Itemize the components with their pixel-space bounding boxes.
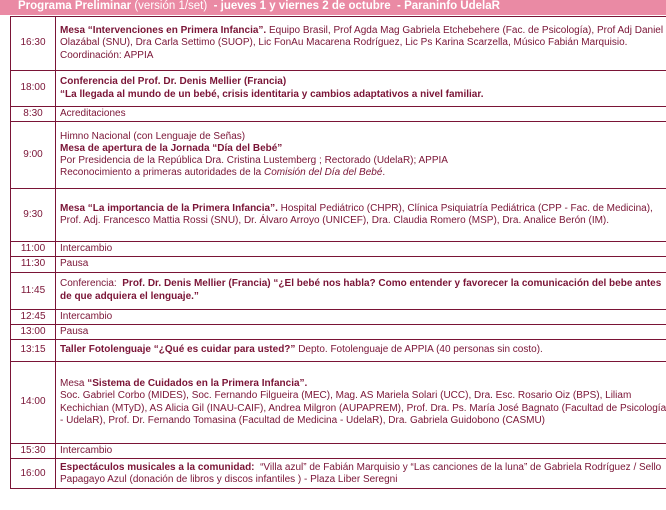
row-text: Hospital Pediátrico (CHPR), Clínica Psiquiatría Pediátrica (CPP - Fac. de Medicina), Prof. Adj. Francesco Mattia Rossi (SNU), Dr. Álvaro Arroyo (UNICEF), Dra. Claudia Romero (MSP), Dra. Analice Berón (IM). bbox=[60, 203, 653, 227]
row-text: Equipo Brasil, Prof Agda Mag Gabriela Etchebehere (Fac. de Psicología), Prof Adj Daniel Olazábal (SNU), Dra Carla Settimo (SUOP), Lic FonAu Macarena Rodríguez, Lic Ps Karina Scarzella, Músico Fabián Marquisio. Coordinación: APPIA bbox=[60, 25, 664, 61]
row-line: Por Presidencia de la República Dra. Cristina Lustemberg ; Rectorado (UdelaR); APPIA bbox=[60, 155, 448, 167]
schedule-row bbox=[11, 340, 666, 362]
row-description bbox=[56, 459, 666, 489]
row-title: “Sistema de Cuidados en la Primera Infancia”. bbox=[87, 378, 308, 390]
schedule-row bbox=[11, 362, 666, 444]
row-title: Taller Fotolenguaje “¿Qué es cuidar para usted?” bbox=[60, 344, 296, 356]
row-title: Mesa “La importancia de la Primera Infancia”. bbox=[60, 203, 278, 214]
row-time: 13:15 bbox=[11, 340, 56, 362]
header-title: Programa Preliminar bbox=[18, 0, 132, 12]
row-title: Mesa “Intervenciones en Primera Infancia”. bbox=[60, 25, 267, 37]
row-line-part: . bbox=[382, 167, 386, 179]
schedule-row bbox=[11, 17, 666, 71]
row-label: Conferencia: bbox=[60, 278, 117, 290]
row-line: “La llegada al mundo de un bebé, crisis identitaria y cambios adaptativos a nivel familiar. bbox=[60, 88, 484, 100]
row-description bbox=[56, 362, 666, 444]
row-time: 9:00 bbox=[11, 122, 56, 189]
row-description bbox=[56, 272, 666, 309]
schedule-row bbox=[11, 309, 666, 324]
row-text: Pausa bbox=[56, 324, 666, 339]
row-title: Espectáculos musicales a la comunidad: bbox=[60, 461, 255, 473]
row-title: Prof. Dr. Denis Mellier (Francia) “¿El bebé nos habla? Como entender y favorecer la comunicación del bebe antes de que adquiera el lenguaje.” bbox=[60, 278, 662, 302]
row-time: 11:45 bbox=[11, 272, 56, 309]
header-dates: - jueves 1 y viernes 2 de octubre bbox=[213, 0, 391, 12]
row-time: 11:00 bbox=[11, 242, 56, 257]
row-text: Acreditaciones bbox=[56, 107, 666, 122]
row-text: Intercambio bbox=[56, 444, 666, 459]
row-time: 15:30 bbox=[11, 444, 56, 459]
row-time: 13:00 bbox=[11, 324, 56, 339]
schedule-row bbox=[11, 324, 666, 339]
header-version: (versión 1/set) bbox=[134, 0, 208, 12]
row-description bbox=[56, 189, 666, 242]
row-line: Conferencia del Prof. Dr. Denis Mellier (Francia) bbox=[60, 76, 287, 88]
row-text: “Villa azul” de Fabián Marquisio y “Las canciones de la luna” de Gabriela Rodríguez / Sello Papagayo Azul (donación de libros y discos infantiles ) - Plaza Liber Seregni bbox=[60, 461, 662, 485]
row-line: Mesa de apertura de la Jornada “Día del Bebé” bbox=[60, 143, 283, 154]
schedule-row bbox=[11, 122, 666, 189]
row-text: Soc. Gabriel Corbo (MIDES), Soc. Fernando Filgueira (MEC), Mag. AS Mariela Solari (UCC), Dra. Esc. Rosario Oiz (BPS), Liliam Kechichian (MTyD), AS Alicia Gil (INAU-CAIF), Andrea Milgron (AUPAPREM), Prof. Dra. Ps. María José Bagnato (Facultad de Psicología - UdelaR), Prof. Dr. Fernando Tomasina (Facultad de Medicina - UdelaR), Dra. Gabriela Guidobono (CASMU) bbox=[60, 390, 666, 426]
row-time: 16:30 bbox=[11, 17, 56, 71]
schedule-row bbox=[11, 71, 666, 107]
row-text: Intercambio bbox=[56, 242, 666, 257]
row-line-part: Reconocimiento a primeras autoridades de la bbox=[60, 167, 264, 179]
row-description bbox=[56, 71, 666, 107]
row-time: 18:00 bbox=[11, 71, 56, 107]
schedule-row bbox=[11, 257, 666, 272]
schedule-row bbox=[11, 242, 666, 257]
schedule-row bbox=[11, 459, 666, 489]
schedule-row bbox=[11, 107, 666, 122]
row-description bbox=[56, 340, 666, 362]
schedule-row bbox=[11, 272, 666, 309]
row-time: 12:45 bbox=[11, 309, 56, 324]
schedule-table bbox=[10, 16, 666, 489]
row-line: Himno Nacional (con Lenguaje de Señas) bbox=[60, 130, 246, 142]
row-text: Depto. Fotolenguaje de APPIA (40 personas sin costo). bbox=[298, 344, 543, 356]
header-venue: - Paraninfo UdelaR bbox=[397, 0, 500, 12]
schedule-row bbox=[11, 444, 666, 459]
row-time: 14:00 bbox=[11, 362, 56, 444]
row-time: 8:30 bbox=[11, 107, 56, 122]
row-time: 16:00 bbox=[11, 459, 56, 489]
row-line-italic: Comisión del Día del Bebé bbox=[264, 167, 383, 179]
row-label: Mesa bbox=[60, 378, 85, 390]
row-line bbox=[60, 167, 666, 179]
row-time: 9:30 bbox=[11, 189, 56, 242]
row-text: Intercambio bbox=[56, 309, 666, 324]
program-header bbox=[0, 0, 666, 15]
row-description bbox=[56, 17, 666, 71]
row-text: Pausa bbox=[56, 257, 666, 272]
schedule-row bbox=[11, 189, 666, 242]
row-time: 11:30 bbox=[11, 257, 56, 272]
row-description bbox=[56, 122, 666, 189]
